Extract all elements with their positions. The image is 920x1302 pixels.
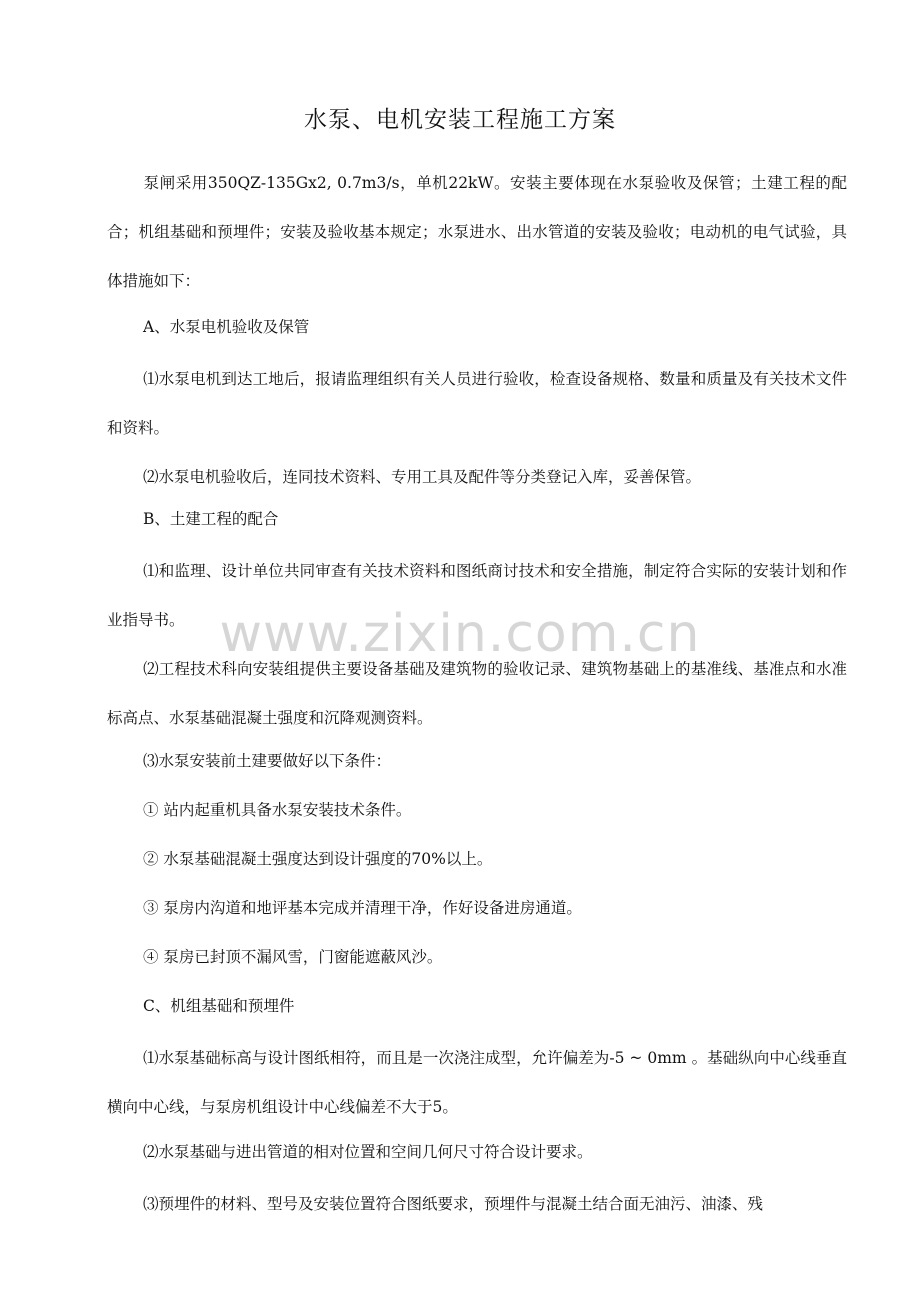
section-a-paragraph-1 xyxy=(107,355,847,453)
intro-text: 泵闸采用350QZ-135Gx2, 0.7m3/s，单机22kW。安装主要体现在水泵验收及保管；土建工程的配合；机组基础和预埋件；安装及验收基本规定；水泵进水、出水管道的安装及验收；电动机的电气试验，具体措施如下： xyxy=(107,174,847,290)
section-c-paragraph-3-text: ⑶预埋件的材料、型号及安装位置符合图纸要求，预埋件与混凝土结合面无油污、油漆、残 xyxy=(143,1195,764,1213)
section-c-paragraph-3 xyxy=(107,1180,847,1229)
section-c-heading: C、机组基础和预埋件 xyxy=(143,997,295,1015)
section-b-paragraph-2-text: ⑵工程技术科向安装组提供主要设备基础及建筑物的验收记录、建筑物基础上的基准线、基准点和水准标高点、水泵基础混凝土强度和沉降观测资料。 xyxy=(107,660,847,727)
section-b-paragraph-1-text: ⑴和监理、设计单位共同审查有关技术资料和图纸商讨技术和安全措施，制定符合实际的安装计划和作业指导书。 xyxy=(107,562,847,629)
condition-item-3: ③ 泵房内沟道和地评基本完成并清理干净，作好设备进房通道。 xyxy=(143,899,582,917)
condition-item-4: ④ 泵房已封顶不漏风雪，门窗能遮蔽风沙。 xyxy=(143,948,443,966)
section-b-heading: B、土建工程的配合 xyxy=(143,510,279,528)
watermark: www.zixin.com.cn xyxy=(219,604,701,664)
section-b-paragraph-3: ⑶水泵安装前土建要做好以下条件： xyxy=(143,752,392,770)
section-c-paragraph-2: ⑵水泵基础与进出管道的相对位置和空间几何尺寸符合设计要求。 xyxy=(143,1143,593,1161)
section-c-paragraph-1-text: ⑴水泵基础标高与设计图纸相符，而且是一次浇注成型，允许偏差为-5 ~ 0mm 。基础纵向中心线垂直横向中心线，与泵房机组设计中心线偏差不大于5。 xyxy=(107,1049,847,1116)
condition-item-2: ② 水泵基础混凝土强度达到设计强度的70%以上。 xyxy=(143,850,493,868)
document-title: 水泵、电机安装工程施工方案 xyxy=(304,107,616,133)
section-a-paragraph-2-text: ⑵水泵电机验收后，连同技术资料、专用工具及配件等分类登记入库，妥善保管。 xyxy=(143,468,702,486)
intro-paragraph xyxy=(107,159,847,306)
condition-item-1: ① 站内起重机具备水泵安装技术条件。 xyxy=(143,801,412,819)
section-a-paragraph-1-text: ⑴水泵电机到达工地后，报请监理组织有关人员进行验收，检查设备规格、数量和质量及有关技术文件和资料。 xyxy=(107,370,847,437)
section-a-heading: A、水泵电机验收及保管 xyxy=(143,318,310,336)
section-a-paragraph-2 xyxy=(107,453,847,502)
section-c-paragraph-1 xyxy=(107,1034,847,1132)
